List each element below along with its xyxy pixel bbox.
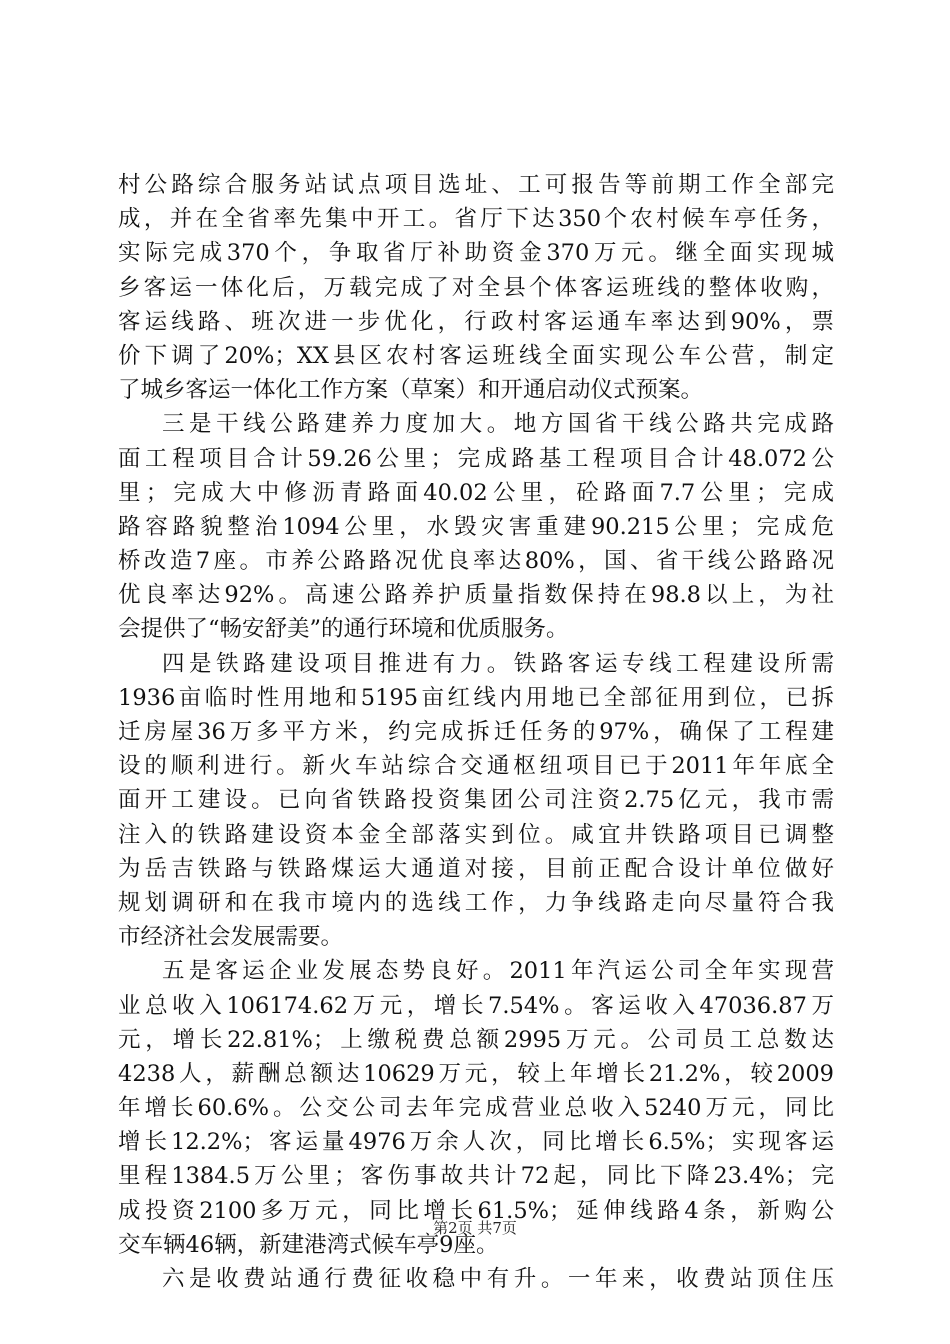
text-line: 客运线路、班次进一步优化，行政村客运通车率达到90%，票 xyxy=(118,308,834,335)
paragraph-end-line: 市经济社会发展需要。 xyxy=(118,924,344,951)
text-line: 路容路貌整治1094公里，水毁灾害重建90.215公里；完成危 xyxy=(118,513,834,540)
text-line: 成投资2100多万元，同比增长61.5%；延伸线路4条，新购公 xyxy=(118,1197,834,1224)
text-line: 1936亩临时性用地和5195亩红线内用地已全部征用到位，已拆 xyxy=(118,684,834,711)
text-line: 注入的铁路建设资本金全部落实到位。咸宜井铁路项目已调整 xyxy=(118,821,834,848)
text-line: 里；完成大中修沥青路面40.02公里，砼路面7.7公里；完成 xyxy=(118,479,834,506)
body-text xyxy=(118,168,834,1296)
text-line: 为岳吉铁路与铁路煤运大通道对接，目前正配合设计单位做好 xyxy=(118,855,834,882)
text-line: 面开工建设。已向省铁路投资集团公司注资2.75亿元，我市需 xyxy=(118,787,834,814)
paragraph-start-line: 五是客运企业发展态势良好。2011年汽运公司全年实现营 xyxy=(162,958,834,985)
paragraph-start-line: 四是铁路建设项目推进有力。铁路客运专线工程建设所需 xyxy=(162,650,834,677)
text-line: 4238人，薪酬总额达10629万元，较上年增长21.2%，较2009 xyxy=(118,1060,834,1087)
text-line: 价下调了20%；XX县区农村客运班线全面实现公车公营，制定 xyxy=(118,342,834,369)
text-line: 村公路综合服务站试点项目选址、工可报告等前期工作全部完 xyxy=(118,172,834,198)
text-line: 业总收入106174.62万元，增长7.54%。客运收入47036.87万 xyxy=(118,992,834,1019)
paragraph-end-line: 交车辆46辆，新建港湾式候车亭9座。 xyxy=(118,1231,499,1258)
text-line: 面工程项目合计59.26公里；完成路基工程项目合计48.072公 xyxy=(118,445,834,472)
text-line: 规划调研和在我市境内的选线工作，力争线路走向尽量符合我 xyxy=(118,889,834,916)
text-line: 增长12.2%；客运量4976万余人次，同比增长6.5%；实现客运 xyxy=(118,1129,834,1156)
text-line: 设的顺利进行。新火车站综合交通枢纽项目已于2011年年底全 xyxy=(118,753,834,780)
paragraph-end-line: 了城乡客运一体化工作方案（草案）和开通启动仪式预案。 xyxy=(118,377,704,404)
text-line: 成，并在全省率先集中开工。省厅下达350个农村候车亭任务， xyxy=(118,206,834,233)
text-line: 乡客运一体化后，万载完成了对全县个体客运班线的整体收购， xyxy=(118,274,834,301)
text-line: 元，增长22.81%；上缴税费总额2995万元。公司员工总数达 xyxy=(118,1026,834,1053)
paragraph-start-line: 三是干线公路建养力度加大。地方国省干线公路共完成路 xyxy=(162,411,834,438)
text-line: 桥改造7座。市养公路路况优良率达80%，国、省干线公路路况 xyxy=(118,548,834,575)
paragraph-end-line: 会提供了“畅安舒美”的通行环境和优质服务。 xyxy=(118,616,569,643)
text-line: 实际完成370个，争取省厅补助资金370万元。继全面实现城 xyxy=(118,240,834,267)
paragraph-start-line: 六是收费站通行费征收稳中有升。一年来，收费站顶住压 xyxy=(162,1266,834,1292)
page-number-footer: 第2页 共7页 xyxy=(433,1219,517,1237)
text-line: 年增长60.6%。公交公司去年完成营业总收入5240万元，同比 xyxy=(118,1095,834,1122)
text-line: 优良率达92%。高速公路养护质量指数保持在98.8以上，为社 xyxy=(118,582,834,609)
text-line: 迁房屋36万多平方米，约完成拆迁任务的97%，确保了工程建 xyxy=(118,719,834,745)
text-line: 里程1384.5万公里；客伤事故共计72起，同比下降23.4%；完 xyxy=(118,1163,834,1190)
